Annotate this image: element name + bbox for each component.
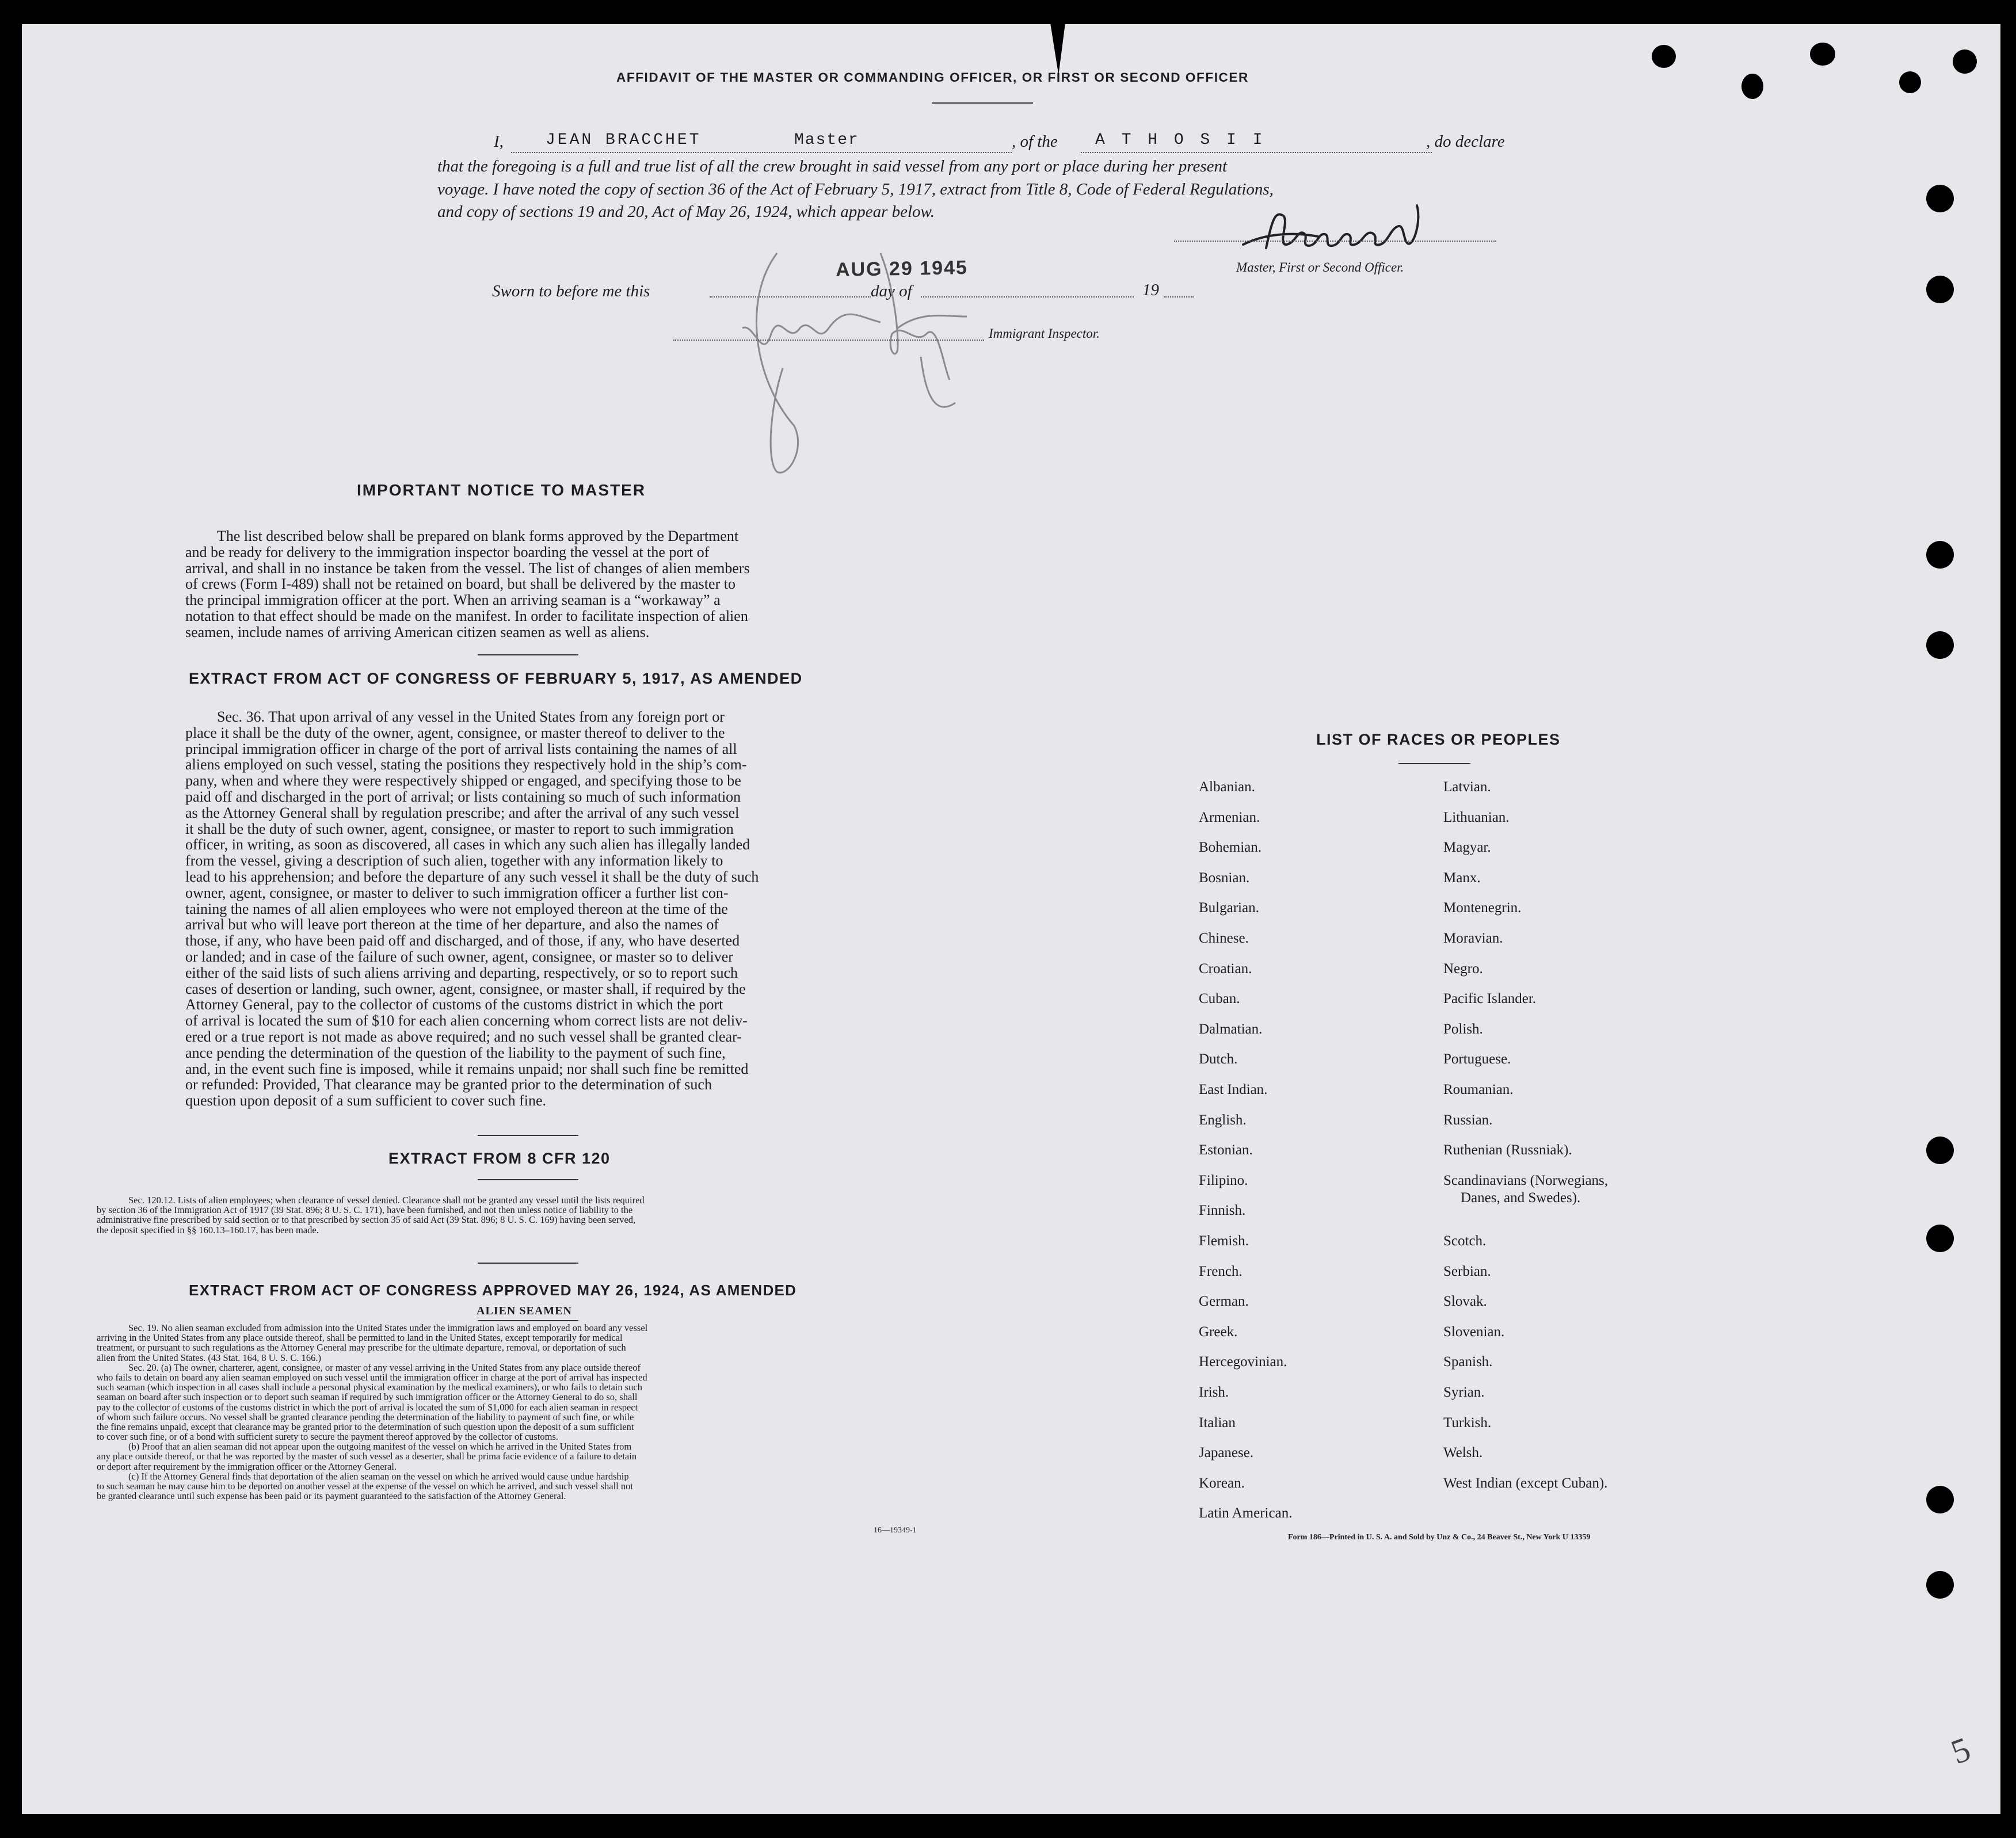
extract-1924-title: EXTRACT FROM ACT OF CONGRESS APPROVED MAY 26, 1924, AS AMENDED	[189, 1282, 797, 1299]
race-item: Negro.	[1443, 961, 1483, 977]
binder-hole	[1810, 43, 1835, 66]
text-line: treatment, or pursuant to such regulations as the Attorney General may prescribe for the ultimate departure, removal, or deportation of such	[97, 1343, 626, 1353]
race-item: Scandinavians (Norwegians,	[1443, 1173, 1609, 1188]
text-line: Sec. 19. No alien seaman excluded from admission into the United States under the immigration laws and employed on board any vessel	[128, 1323, 648, 1333]
sworn-year-field	[1164, 296, 1194, 298]
notice-body	[185, 528, 841, 640]
text-line: arrival, and shall in no instance be taken from the vessel. The list of changes of alien members	[185, 560, 750, 577]
race-item: Syrian.	[1443, 1385, 1485, 1400]
binder-hole	[1926, 1137, 1954, 1164]
text-line: the principal immigration officer at the port. When an arriving seaman is a “workaway” a	[185, 592, 721, 608]
race-item: Chinese.	[1199, 931, 1249, 946]
binder-hole	[1926, 276, 1954, 303]
race-item: West Indian (except Cuban).	[1443, 1475, 1608, 1491]
affidavit-line4: and copy of sections 19 and 20, Act of May 26, 1924, which appear below.	[437, 203, 935, 221]
race-item: French.	[1199, 1264, 1243, 1279]
text-line: either of the said lists of such aliens arriving and departing, respectively, or so to report such	[185, 964, 738, 981]
i-label: I,	[494, 132, 504, 151]
text-line: taining the names of all alien employees who were not employed thereon at the time of the	[185, 901, 728, 917]
race-item: Ruthenian (Russniak).	[1443, 1142, 1572, 1158]
race-item: Slovenian.	[1443, 1324, 1505, 1340]
binder-hole	[1926, 1571, 1954, 1599]
text-line: arriving in the United States from any place outside thereof, shall be permitted to land in the United States, except temporarily for medical	[97, 1333, 623, 1343]
master-signature	[1232, 199, 1496, 262]
race-item: Latin American.	[1199, 1505, 1293, 1521]
race-item: Turkish.	[1443, 1415, 1492, 1431]
text-line: such seaman (which inspection in all cases shall include a personal physical examination by the medical examiners), or who fails to detain such	[97, 1382, 643, 1393]
race-item: Flemish.	[1199, 1233, 1249, 1249]
text-line: as the Attorney General shall by regulation prescribe; and after the arrival of any such vessel	[185, 804, 740, 821]
binder-hole	[1926, 541, 1954, 569]
text-line: from the vessel, giving a description of such alien, together with any information likely to	[185, 853, 723, 869]
notice-divider	[478, 654, 578, 655]
race-item: Latvian.	[1443, 779, 1491, 795]
inspector-signature-line	[673, 340, 984, 341]
cfr-title: EXTRACT FROM 8 CFR 120	[388, 1150, 611, 1167]
text-line: who fails to detain on board any alien seaman employed on such vessel until the immigration officer in charge at the port of arrival has inspected	[97, 1372, 647, 1383]
binder-hole	[1926, 185, 1954, 212]
race-item: Greek.	[1199, 1324, 1238, 1340]
sections-19-20-body	[97, 1323, 930, 1501]
year-prefix: 19	[1142, 281, 1159, 299]
race-item: Welsh.	[1443, 1445, 1483, 1461]
text-line: notation to that effect should be made on the manifest. In order to facilitate inspection of alien	[185, 608, 748, 624]
alien-seamen-subtitle: ALIEN SEAMEN	[477, 1305, 572, 1317]
race-item: Pacific Islander.	[1443, 991, 1537, 1006]
race-item: Magyar.	[1443, 840, 1491, 855]
text-line: Sec. 120.12. Lists of alien employees; when clearance of vessel denied. Clearance shall not be granted any vessel until the lists required	[128, 1195, 645, 1206]
race-item: Hercegovinian.	[1199, 1354, 1287, 1370]
text-line: arrival but who will leave port thereon at the time of her departure, and also the names of	[185, 917, 719, 933]
binder-hole	[1926, 1225, 1954, 1252]
race-item: Finnish.	[1199, 1203, 1246, 1218]
text-line: aliens employed on such vessel, stating the positions they respectively hold in the ship’s com-	[185, 757, 747, 773]
binder-hole	[1899, 71, 1921, 93]
text-line: administrative fine prescribed by said section or to that prescribed by section 35 of said Act (39 Stat. 896; 8 U. S. C. 169) having been served,	[97, 1215, 636, 1225]
master-signature-line	[1174, 241, 1496, 242]
date-stamp: AUG 29 1945	[835, 256, 969, 281]
text-line: place it shall be the duty of the owner, agent, consignee, or master thereof to deliver to the	[185, 724, 725, 741]
vessel-name: A T H O S I I	[1095, 131, 1266, 149]
race-item: Japanese.	[1199, 1445, 1254, 1461]
text-line: or landed; and in case of the failure of such owner, agent, consignee, or master so to deliver	[185, 948, 733, 965]
text-line: paid off and discharged in the port of arrival; or lists containing so much of such information	[185, 788, 741, 805]
text-line: of whom such failure occurs. No vessel shall be granted clearance pending the determination of the liability to payment of such fine, or while	[97, 1412, 634, 1422]
day-of-label: day of	[871, 282, 912, 300]
text-line: any place outside thereof, or that he was reported by the master of such vessel as a deserter, shall be prima facie evidence of a failure to detain	[97, 1451, 637, 1462]
race-item: Portuguese.	[1443, 1051, 1511, 1067]
text-line: of crews (Form I-489) shall not be retained on board, but shall be delivered by the master to	[185, 576, 735, 593]
text-line: and, in the event such fine is imposed, while it remains unpaid; nor shall such fine be remitted	[185, 1061, 749, 1077]
race-item: Serbian.	[1443, 1264, 1491, 1279]
race-item: Moravian.	[1443, 931, 1503, 946]
text-line: owner, agent, consignee, or master to deliver to such immigration officer a further list con-	[185, 884, 729, 901]
of-the-label: , of the	[1012, 132, 1058, 151]
race-item: Dalmatian.	[1199, 1021, 1263, 1037]
inspector-caption: Immigrant Inspector.	[989, 326, 1100, 341]
text-line: (c) If the Attorney General finds that deportation of the alien seaman on the vessel on which he arrived would cause undue hardship	[128, 1471, 629, 1481]
master-rank: Master	[794, 131, 859, 149]
text-line: to cover such fine, or of a bond with sufficient surety to secure the payment thereof approved by the collector of customs.	[97, 1432, 558, 1442]
text-line: and be ready for delivery to the immigration inspector boarding the vessel at the port of	[185, 544, 710, 560]
text-line: ance pending the determination of the question of the liability to the payment of such fine,	[185, 1044, 726, 1061]
affidavit-line2: that the foregoing is a full and true list of all the crew brought in said vessel from any port or place during her present	[437, 157, 1228, 176]
text-line: by section 36 of the Immigration Act of 1917 (39 Stat. 896; 8 U. S. C. 171), have been furnished, and not then unless notice of liability to the	[97, 1205, 633, 1215]
race-item: Italian	[1199, 1415, 1236, 1431]
race-item: Russian.	[1443, 1112, 1493, 1128]
inspector-signature	[708, 230, 984, 489]
text-line: officer, in writing, as soon as discovered, all cases in which any such alien has illegally landed	[185, 837, 750, 853]
race-item: Bosnian.	[1199, 870, 1250, 886]
master-name: JEAN BRACCHET	[546, 131, 702, 149]
text-line: seaman on board after such inspection or to deport such seaman if required by such immigration officer or the Attorney General to do so, shall	[97, 1392, 638, 1402]
race-item: Manx.	[1443, 870, 1481, 886]
binder-hole	[1652, 45, 1676, 68]
form-code: 16—19349-1	[874, 1526, 917, 1535]
text-line: principal immigration officer in charge of the port of arrival lists containing the names of all	[185, 741, 737, 757]
race-item: Irish.	[1199, 1385, 1229, 1400]
race-item: East Indian.	[1199, 1082, 1268, 1097]
race-item: Polish.	[1443, 1021, 1483, 1037]
text-line: or deport after requirement by the immigration officer or the Attorney General.	[97, 1461, 397, 1471]
race-item: Bohemian.	[1199, 840, 1262, 855]
affidavit-line3: voyage. I have noted the copy of section 36 of the Act of February 5, 1917, extract from Title 8, Code of Federal Regulations,	[437, 180, 1274, 199]
binder-hole	[1953, 49, 1977, 74]
binder-hole	[1926, 631, 1954, 659]
race-item: Bulgarian.	[1199, 900, 1259, 916]
race-item: Croatian.	[1199, 961, 1252, 977]
cfr-underline	[478, 1179, 578, 1180]
text-line: the fine remains unpaid, except that clearance may be granted prior to the determination of such question upon the deposit of a sum sufficient	[97, 1421, 634, 1432]
binder-hole	[1926, 1486, 1954, 1513]
text-line: the deposit specified in §§ 160.13–160.17, has been made.	[97, 1225, 319, 1235]
race-item: Spanish.	[1443, 1354, 1493, 1370]
text-line: those, if any, who have been paid off and discharged, and of those, if any, who have deserted	[185, 933, 740, 949]
cfr-body	[97, 1195, 930, 1235]
text-line: pany, when and where they were respectively shipped or engaged, and specifying those to be	[185, 773, 741, 789]
text-line: Attorney General, pay to the collector of customs of the customs district in which the port	[185, 997, 723, 1013]
race-item: Slovak.	[1443, 1294, 1487, 1309]
sworn-label: Sworn to before me this	[492, 282, 650, 300]
text-line: alien from the United States. (43 Stat. 164, 8 U. S. C. 166.)	[97, 1352, 321, 1363]
race-item: Filipino.	[1199, 1173, 1248, 1188]
notice-title: IMPORTANT NOTICE TO MASTER	[357, 481, 646, 499]
race-item: Estonian.	[1199, 1142, 1253, 1158]
text-line: ered or a true report is not made as above required; and no such vessel shall be granted clear-	[185, 1028, 742, 1045]
text-line: (b) Proof that an alien seaman did not appear upon the outgoing manifest of the vessel on which he arrived in the United States from	[128, 1442, 632, 1452]
title-underline	[932, 102, 1033, 104]
text-line: lead to his apprehension; and before the departure of any such vessel it shall be the duty of such	[185, 868, 759, 885]
affidavit-title: AFFIDAVIT OF THE MASTER OR COMMANDING OFFICER, OR FIRST OR SECOND OFFICER	[616, 70, 1249, 85]
affidavit-line1	[494, 132, 1530, 155]
text-line: question upon deposit of a sum sufficient to cover such fine.	[185, 1093, 547, 1109]
race-item: Dutch.	[1199, 1051, 1238, 1067]
master-caption: Master, First or Second Officer.	[1236, 260, 1404, 274]
race-item: Korean.	[1199, 1475, 1245, 1491]
race-item: Lithuanian.	[1443, 810, 1510, 825]
extract-1917-title: EXTRACT FROM ACT OF CONGRESS OF FEBRUARY 5, 1917, AS AMENDED	[189, 670, 803, 687]
race-item: German.	[1199, 1294, 1249, 1309]
binder-hole	[1741, 74, 1763, 99]
text-line: it shall be the duty of such owner, agent, consignee, or master to report to such immigration	[185, 821, 734, 837]
subtitle-underline	[478, 1320, 578, 1321]
race-item: Armenian.	[1199, 810, 1260, 825]
text-line: The list described below shall be prepared on blank forms approved by the Department	[217, 528, 739, 544]
race-item: Cuban.	[1199, 991, 1240, 1006]
race-item: Danes, and Swedes).	[1461, 1190, 1581, 1206]
page-mark: 5	[1946, 1729, 1976, 1772]
text-line: be granted clearance until such expense has been paid or its payment guaranteed to the satisfaction of the Attorney General.	[97, 1491, 566, 1501]
s36-divider	[478, 1135, 578, 1136]
text-line: seamen, include names of arriving American citizen seamen as well as aliens.	[185, 624, 650, 640]
text-line: or refunded: Provided, That clearance may be granted prior to the determination of such	[185, 1077, 712, 1093]
text-line: Sec. 20. (a) The owner, charterer, agent, consignee, or master of any vessel arriving in the United States from any place outside thereof	[128, 1362, 641, 1372]
do-declare-label: , do declare	[1426, 132, 1505, 151]
races-underline	[1398, 763, 1470, 764]
race-item: Roumanian.	[1443, 1082, 1514, 1097]
race-item: Montenegrin.	[1443, 900, 1522, 916]
text-line: pay to the collector of customs of the customs district in which the port of arrival is located the sum of $1,000 for each alien seaman in respect	[97, 1402, 638, 1412]
cfr-divider	[478, 1263, 578, 1264]
section-36-body	[185, 709, 841, 1109]
printer-footer: Form 186—Printed in U. S. A. and Sold by Unz & Co., 24 Beaver St., New York U 13359	[1288, 1533, 1591, 1542]
text-line: to such seaman he may cause him to be deported on another vessel at the expense of the vessel on which he arrived, and such vessel shall not	[97, 1481, 633, 1492]
race-item: Albanian.	[1199, 779, 1255, 795]
race-item: Scotch.	[1443, 1233, 1487, 1249]
races-title: LIST OF RACES OR PEOPLES	[1316, 731, 1561, 748]
text-line: cases of desertion or landing, such owner, agent, consignee, or master shall, if required by the	[185, 981, 746, 997]
text-line: of arrival is located the sum of $10 for each alien concerning whom correct lists are not deliv-	[185, 1013, 748, 1029]
text-line: Sec. 36. That upon arrival of any vessel in the United States from any foreign port or	[217, 709, 725, 725]
race-item: English.	[1199, 1112, 1247, 1128]
